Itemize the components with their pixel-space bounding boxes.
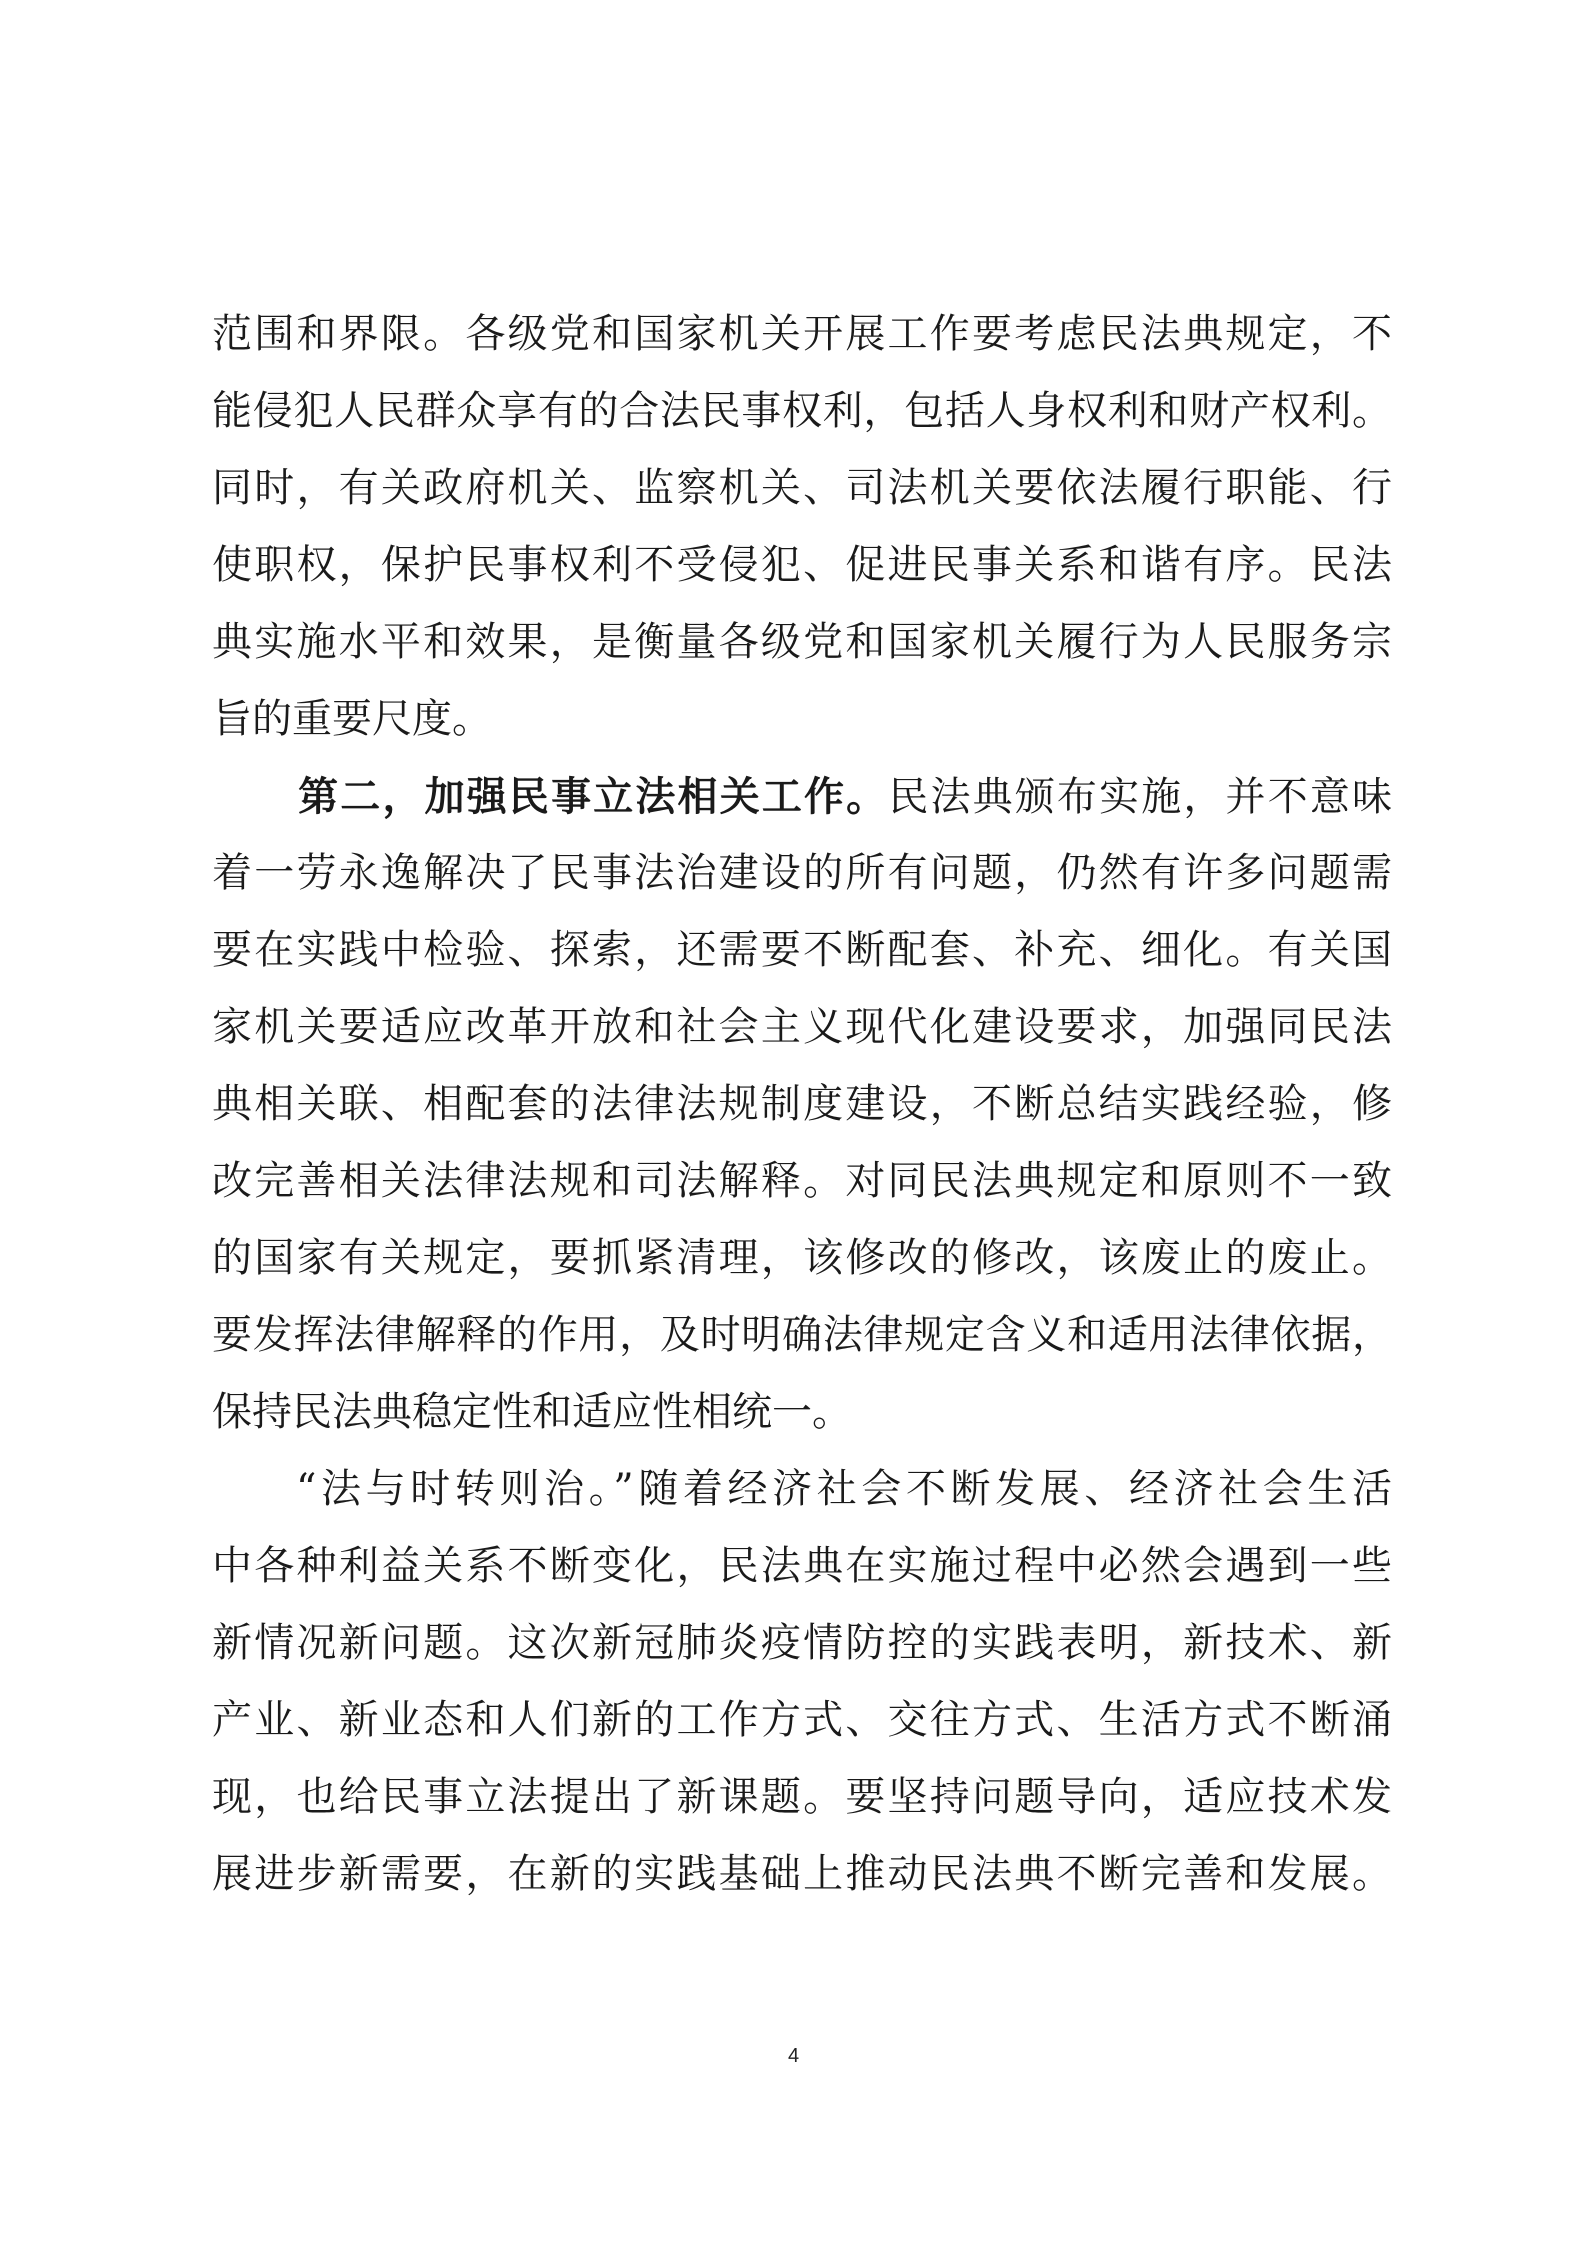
text-line: 改完善相关法律法规和司法解释。对同民法典规定和原则不一致 bbox=[212, 1158, 1392, 1204]
text-line: 使职权，保护民事权利不受侵犯、促进民事关系和谐有序。民法 bbox=[212, 542, 1392, 588]
text-line: 典实施水平和效果，是衡量各级党和国家机关履行为人民服务宗 bbox=[212, 619, 1392, 665]
paragraph-1 bbox=[212, 296, 1392, 758]
body-text bbox=[212, 296, 1392, 1913]
text-line: 能侵犯人民群众享有的合法民事权利，包括人身权利和财产权利。 bbox=[212, 388, 1392, 434]
text-run: “法与时转则治。”随着经济社会不断发展、经济社会生活 bbox=[296, 1466, 1392, 1512]
text-line: 同时，有关政府机关、监察机关、司法机关要依法履行职能、行 bbox=[212, 465, 1392, 511]
text-line: 范围和界限。各级党和国家机关开展工作要考虑民法典规定，不 bbox=[212, 311, 1392, 357]
text-line: 的国家有关规定，要抓紧清理，该修改的修改，该废止的废止。 bbox=[212, 1235, 1392, 1281]
text-line: 典相关联、相配套的法律法规制度建设，不断总结实践经验，修 bbox=[212, 1081, 1392, 1127]
text-line: 产业、新业态和人们新的工作方式、交往方式、生活方式不断涌 bbox=[212, 1697, 1392, 1743]
text-line: 旨的重要尺度。 bbox=[212, 696, 492, 742]
text-line: 要在实践中检验、探索，还需要不断配套、补充、细化。有关国 bbox=[212, 927, 1392, 973]
text-line: 着一劳永逸解决了民事法治建设的所有问题，仍然有许多问题需 bbox=[212, 850, 1392, 896]
text-run: 民法典颁布实施，并不意味 bbox=[888, 774, 1393, 820]
text-line: 中各种利益关系不断变化，民法典在实施过程中必然会遇到一些 bbox=[212, 1543, 1392, 1589]
text-line bbox=[212, 758, 1392, 835]
text-line: 现，也给民事立法提出了新课题。要坚持问题导向，适应技术发 bbox=[212, 1774, 1392, 1820]
paragraph-2 bbox=[212, 758, 1392, 1451]
page-number: 4 bbox=[787, 2045, 800, 2067]
text-line: 新情况新问题。这次新冠肺炎疫情防控的实践表明，新技术、新 bbox=[212, 1620, 1392, 1666]
section-heading: 第二，加强民事立法相关工作。 bbox=[296, 773, 889, 820]
text-line: 要发挥法律解释的作用，及时明确法律规定含义和适用法律依据， bbox=[212, 1312, 1392, 1358]
text-line: 保持民法典稳定性和适应性相统一。 bbox=[212, 1389, 852, 1435]
text-line: 展进步新需要，在新的实践基础上推动民法典不断完善和发展。 bbox=[212, 1851, 1392, 1897]
text-line bbox=[212, 1451, 1392, 1528]
paragraph-3 bbox=[212, 1451, 1392, 1913]
text-line: 家机关要适应改革开放和社会主义现代化建设要求，加强同民法 bbox=[212, 1004, 1392, 1050]
